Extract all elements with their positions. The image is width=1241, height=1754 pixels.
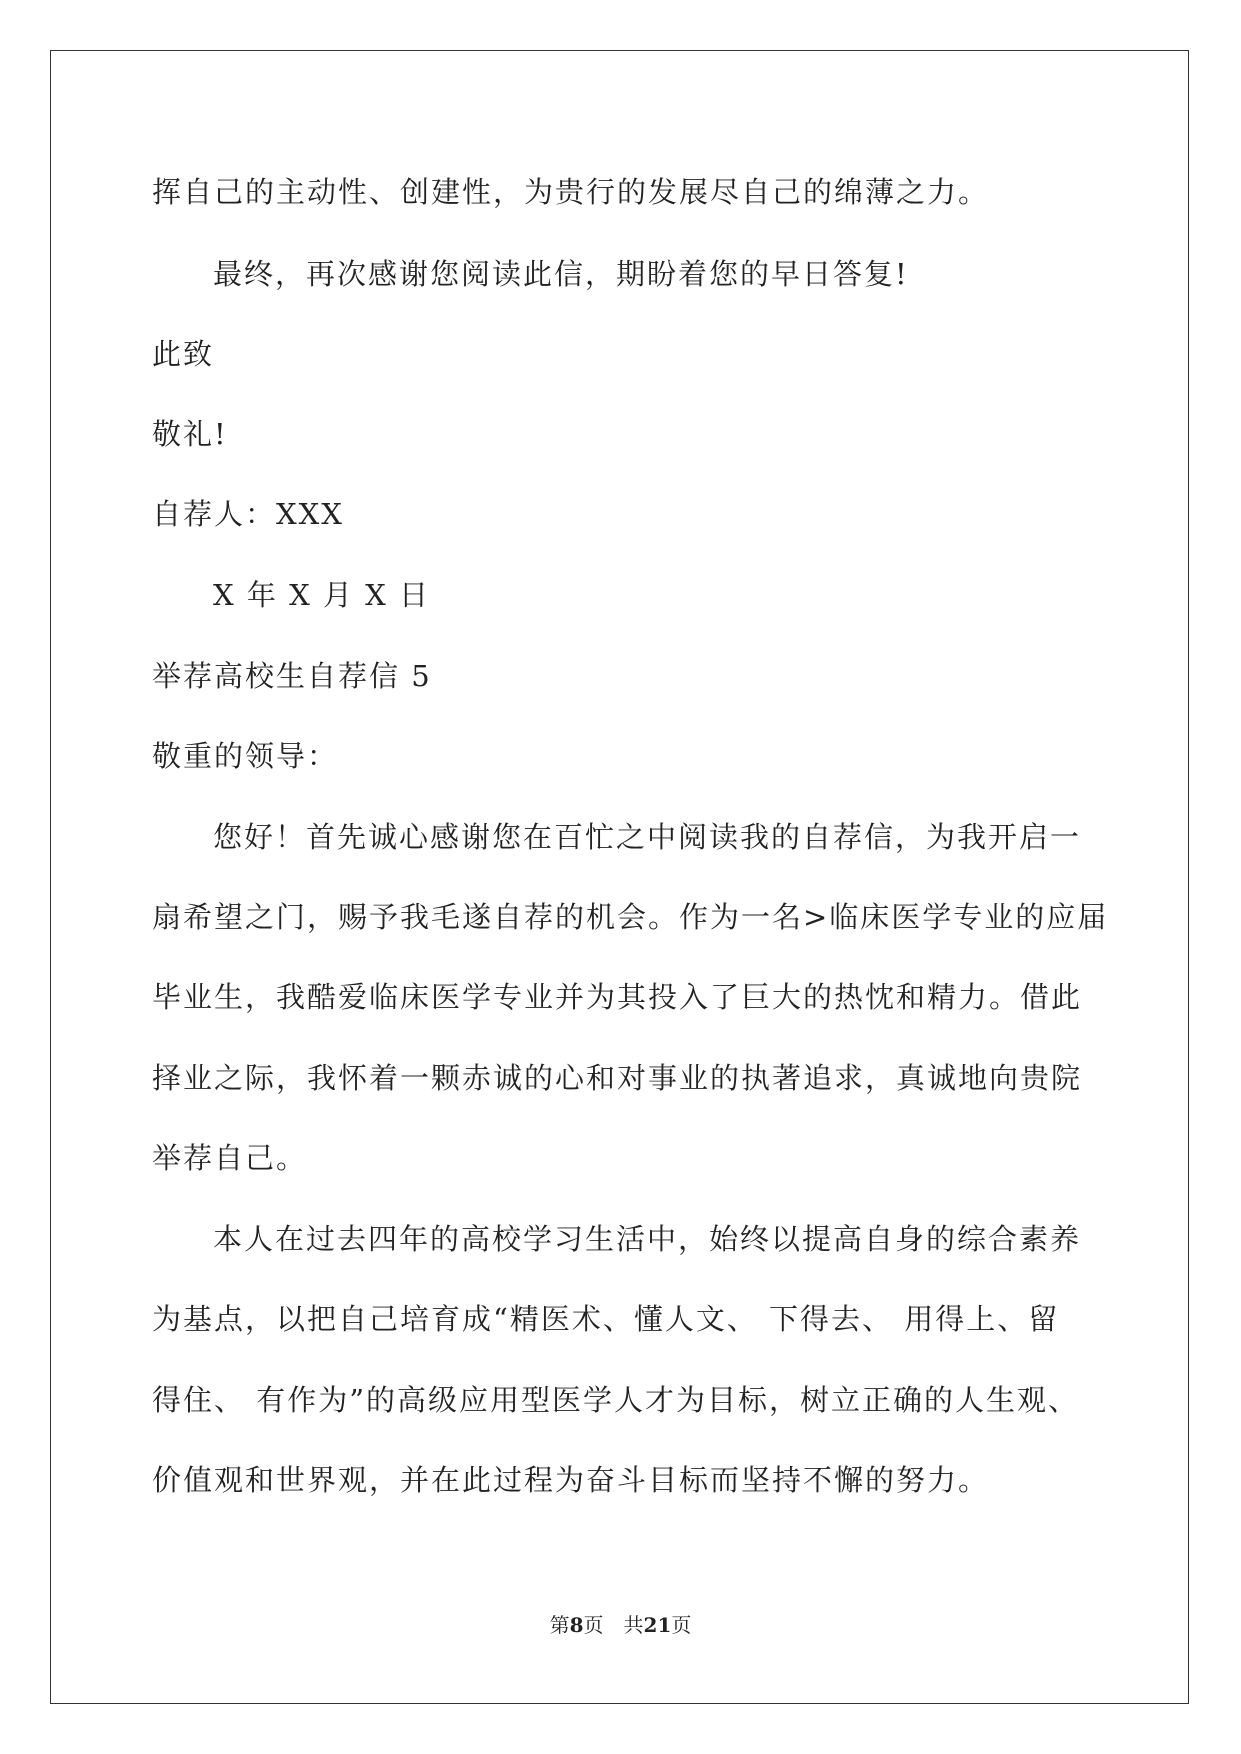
total-pages: 21 xyxy=(643,1613,672,1637)
text-line-3: 此致 xyxy=(152,337,215,371)
text-line-13: 举荐自己。 xyxy=(152,1141,308,1175)
text-line-6: X 年 X 月 X 日 xyxy=(213,578,431,612)
text-line-15: 为基点，以把自己培育成“精医术、懂人文、 下得去、 用得上、留 xyxy=(152,1302,1060,1336)
page-suffix: 页 xyxy=(583,1613,604,1637)
text-line-12: 择业之际，我怀着一颗赤诚的心和对事业的执著追求，真诚地向贵院 xyxy=(152,1061,1083,1095)
page-prefix: 第 xyxy=(549,1613,570,1637)
text-line-10: 扇希望之门，赐予我毛遂自荐的机会。作为一名>临床医学专业的应届 xyxy=(152,900,1109,934)
page-border xyxy=(50,50,1189,1704)
text-line-9: 您好！首先诚心感谢您在百忙之中阅读我的自荐信，为我开启一 xyxy=(213,820,1082,854)
text-line-5: 自荐人：XXX xyxy=(152,497,344,531)
text-line-16: 得住、 有作为”的高级应用型医学人才为目标，树立正确的人生观、 xyxy=(152,1383,1080,1417)
total-suffix: 页 xyxy=(671,1613,692,1637)
total-prefix: 共 xyxy=(623,1613,644,1637)
text-line-1: 挥自己的主动性、创建性，为贵行的发展尽自己的绵薄之力。 xyxy=(152,175,990,209)
text-line-11: 毕业生，我酷爱临床医学专业并为其投入了巨大的热忱和精力。借此 xyxy=(152,980,1083,1014)
text-line-7: 举荐高校生自荐信 5 xyxy=(152,659,432,693)
text-line-8: 敬重的领导： xyxy=(152,739,339,773)
page-number: 8 xyxy=(569,1613,584,1637)
text-line-4: 敬礼! xyxy=(152,417,228,451)
page-footer xyxy=(0,1611,1241,1639)
text-line-17: 价值观和世界观，并在此过程为奋斗目标而坚持不懈的努力。 xyxy=(152,1463,990,1497)
text-line-14: 本人在过去四年的高校学习生活中，始终以提高自身的综合素养 xyxy=(213,1222,1082,1256)
text-line-2: 最终，再次感谢您阅读此信，期盼着您的早日答复! xyxy=(213,257,909,291)
